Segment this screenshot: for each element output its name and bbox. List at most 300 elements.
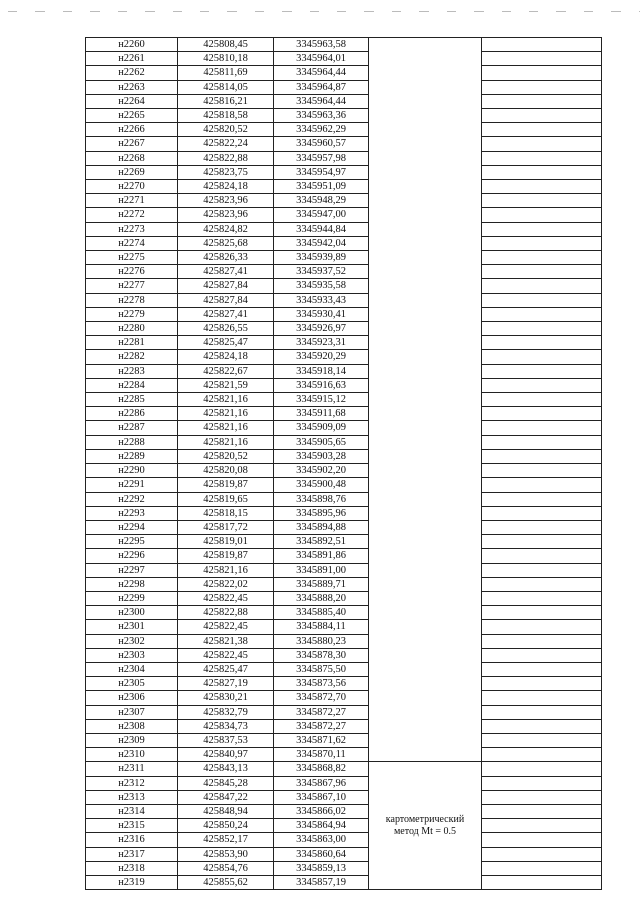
y-coordinate-cell: 3345891,00: [274, 563, 369, 577]
point-id-cell: н2300: [86, 606, 178, 620]
y-coordinate-cell: 3345866,02: [274, 804, 369, 818]
y-coordinate-cell: 3345902,20: [274, 464, 369, 478]
empty-cell: [482, 222, 602, 236]
x-coordinate-cell: 425822,45: [178, 648, 274, 662]
table-row: [86, 94, 602, 108]
point-id-cell: н2296: [86, 549, 178, 563]
empty-cell: [482, 506, 602, 520]
point-id-cell: н2295: [86, 535, 178, 549]
table-row: [86, 222, 602, 236]
y-coordinate-cell: 3345926,97: [274, 322, 369, 336]
table-row: [86, 492, 602, 506]
y-coordinate-cell: 3345857,19: [274, 875, 369, 889]
x-coordinate-cell: 425822,88: [178, 151, 274, 165]
point-id-cell: н2260: [86, 38, 178, 52]
x-coordinate-cell: 425843,13: [178, 762, 274, 776]
x-coordinate-cell: 425820,52: [178, 449, 274, 463]
empty-cell: [482, 577, 602, 591]
point-id-cell: н2272: [86, 208, 178, 222]
empty-cell: [482, 591, 602, 605]
table-row: [86, 833, 602, 847]
point-id-cell: н2288: [86, 435, 178, 449]
x-coordinate-cell: 425819,01: [178, 535, 274, 549]
empty-cell: [482, 549, 602, 563]
empty-cell: [482, 606, 602, 620]
empty-cell: [482, 449, 602, 463]
x-coordinate-cell: 425821,16: [178, 435, 274, 449]
y-coordinate-cell: 3345875,50: [274, 662, 369, 676]
y-coordinate-cell: 3345911,68: [274, 407, 369, 421]
x-coordinate-cell: 425825,47: [178, 336, 274, 350]
point-id-cell: н2319: [86, 875, 178, 889]
method-note-line1: картометрический: [385, 813, 465, 825]
table-row: [86, 804, 602, 818]
table-row: [86, 165, 602, 179]
table-row: [86, 265, 602, 279]
y-coordinate-cell: 3345889,71: [274, 577, 369, 591]
table-row: [86, 478, 602, 492]
x-coordinate-cell: 425825,68: [178, 236, 274, 250]
empty-cell: [482, 80, 602, 94]
table-row: [86, 151, 602, 165]
y-coordinate-cell: 3345963,36: [274, 109, 369, 123]
empty-cell: [482, 393, 602, 407]
point-id-cell: н2303: [86, 648, 178, 662]
point-id-cell: н2317: [86, 847, 178, 861]
empty-cell: [482, 265, 602, 279]
x-coordinate-cell: 425818,15: [178, 506, 274, 520]
y-coordinate-cell: 3345942,04: [274, 236, 369, 250]
y-coordinate-cell: 3345909,09: [274, 421, 369, 435]
point-id-cell: н2265: [86, 109, 178, 123]
x-coordinate-cell: 425819,65: [178, 492, 274, 506]
point-id-cell: н2304: [86, 662, 178, 676]
point-id-cell: н2263: [86, 80, 178, 94]
empty-cell: [482, 520, 602, 534]
x-coordinate-cell: 425817,72: [178, 520, 274, 534]
y-coordinate-cell: 3345960,57: [274, 137, 369, 151]
point-id-cell: н2302: [86, 634, 178, 648]
y-coordinate-cell: 3345900,48: [274, 478, 369, 492]
x-coordinate-cell: 425826,55: [178, 322, 274, 336]
point-id-cell: н2294: [86, 520, 178, 534]
empty-cell: [482, 733, 602, 747]
x-coordinate-cell: 425820,08: [178, 464, 274, 478]
x-coordinate-cell: 425810,18: [178, 52, 274, 66]
point-id-cell: н2275: [86, 251, 178, 265]
y-coordinate-cell: 3345878,30: [274, 648, 369, 662]
y-coordinate-cell: 3345872,27: [274, 705, 369, 719]
x-coordinate-cell: 425822,88: [178, 606, 274, 620]
empty-cell: [482, 66, 602, 80]
x-coordinate-cell: 425822,45: [178, 591, 274, 605]
empty-cell: [482, 208, 602, 222]
x-coordinate-cell: 425824,18: [178, 180, 274, 194]
empty-cell: [482, 435, 602, 449]
point-id-cell: н2305: [86, 677, 178, 691]
point-id-cell: н2287: [86, 421, 178, 435]
table-row: [86, 591, 602, 605]
y-coordinate-cell: 3345962,29: [274, 123, 369, 137]
method-cell-empty: [369, 38, 482, 762]
x-coordinate-cell: 425827,41: [178, 307, 274, 321]
point-id-cell: н2306: [86, 691, 178, 705]
table-row: [86, 634, 602, 648]
empty-cell: [482, 705, 602, 719]
table-row: [86, 180, 602, 194]
table-row: [86, 705, 602, 719]
point-id-cell: н2293: [86, 506, 178, 520]
table-row: [86, 620, 602, 634]
x-coordinate-cell: 425821,16: [178, 407, 274, 421]
point-id-cell: н2279: [86, 307, 178, 321]
point-id-cell: н2290: [86, 464, 178, 478]
x-coordinate-cell: 425822,02: [178, 577, 274, 591]
point-id-cell: н2301: [86, 620, 178, 634]
y-coordinate-cell: 3345863,00: [274, 833, 369, 847]
y-coordinate-cell: 3345951,09: [274, 180, 369, 194]
y-coordinate-cell: 3345923,31: [274, 336, 369, 350]
point-id-cell: н2286: [86, 407, 178, 421]
point-id-cell: н2267: [86, 137, 178, 151]
x-coordinate-cell: 425821,16: [178, 393, 274, 407]
empty-cell: [482, 336, 602, 350]
x-coordinate-cell: 425824,18: [178, 350, 274, 364]
empty-cell: [482, 719, 602, 733]
empty-cell: [482, 833, 602, 847]
x-coordinate-cell: 425821,59: [178, 378, 274, 392]
x-coordinate-cell: 425808,45: [178, 38, 274, 52]
y-coordinate-cell: 3345898,76: [274, 492, 369, 506]
x-coordinate-cell: 425819,87: [178, 478, 274, 492]
x-coordinate-cell: 425816,21: [178, 94, 274, 108]
point-id-cell: н2270: [86, 180, 178, 194]
y-coordinate-cell: 3345920,29: [274, 350, 369, 364]
table-row: [86, 662, 602, 676]
table-row: [86, 762, 602, 776]
x-coordinate-cell: 425827,41: [178, 265, 274, 279]
table-row: [86, 577, 602, 591]
y-coordinate-cell: 3345888,20: [274, 591, 369, 605]
table-row: [86, 109, 602, 123]
x-coordinate-cell: 425821,16: [178, 563, 274, 577]
x-coordinate-cell: 425819,87: [178, 549, 274, 563]
table-row: [86, 251, 602, 265]
point-id-cell: н2268: [86, 151, 178, 165]
x-coordinate-cell: 425855,62: [178, 875, 274, 889]
empty-cell: [482, 535, 602, 549]
point-id-cell: н2276: [86, 265, 178, 279]
empty-cell: [482, 378, 602, 392]
point-id-cell: н2261: [86, 52, 178, 66]
point-id-cell: н2309: [86, 733, 178, 747]
point-id-cell: н2316: [86, 833, 178, 847]
table-row: [86, 733, 602, 747]
y-coordinate-cell: 3345964,44: [274, 66, 369, 80]
empty-cell: [482, 421, 602, 435]
table-row: [86, 606, 602, 620]
x-coordinate-cell: 425822,67: [178, 364, 274, 378]
empty-cell: [482, 847, 602, 861]
x-coordinate-cell: 425834,73: [178, 719, 274, 733]
y-coordinate-cell: 3345868,82: [274, 762, 369, 776]
empty-cell: [482, 478, 602, 492]
x-coordinate-cell: 425811,69: [178, 66, 274, 80]
table-row: [86, 847, 602, 861]
table-row: [86, 549, 602, 563]
y-coordinate-cell: 3345933,43: [274, 293, 369, 307]
empty-cell: [482, 819, 602, 833]
y-coordinate-cell: 3345885,40: [274, 606, 369, 620]
point-id-cell: н2280: [86, 322, 178, 336]
point-id-cell: н2283: [86, 364, 178, 378]
x-coordinate-cell: 425820,52: [178, 123, 274, 137]
empty-cell: [482, 492, 602, 506]
y-coordinate-cell: 3345948,29: [274, 194, 369, 208]
table-row: [86, 336, 602, 350]
x-coordinate-cell: 425832,79: [178, 705, 274, 719]
table-row: [86, 38, 602, 52]
y-coordinate-cell: 3345916,63: [274, 378, 369, 392]
table-row: [86, 748, 602, 762]
empty-cell: [482, 279, 602, 293]
empty-cell: [482, 364, 602, 378]
empty-cell: [482, 251, 602, 265]
empty-cell: [482, 109, 602, 123]
y-coordinate-cell: 3345867,96: [274, 776, 369, 790]
empty-cell: [482, 620, 602, 634]
point-id-cell: н2312: [86, 776, 178, 790]
y-coordinate-cell: 3345947,00: [274, 208, 369, 222]
table-row: [86, 677, 602, 691]
point-id-cell: н2307: [86, 705, 178, 719]
empty-cell: [482, 776, 602, 790]
y-coordinate-cell: 3345867,10: [274, 790, 369, 804]
y-coordinate-cell: 3345884,11: [274, 620, 369, 634]
point-id-cell: н2264: [86, 94, 178, 108]
y-coordinate-cell: 3345892,51: [274, 535, 369, 549]
y-coordinate-cell: 3345905,65: [274, 435, 369, 449]
table-row: [86, 293, 602, 307]
point-id-cell: н2274: [86, 236, 178, 250]
empty-cell: [482, 52, 602, 66]
point-id-cell: н2289: [86, 449, 178, 463]
table-row: [86, 393, 602, 407]
table-row: [86, 137, 602, 151]
y-coordinate-cell: 3345963,58: [274, 38, 369, 52]
y-coordinate-cell: 3345957,98: [274, 151, 369, 165]
point-id-cell: н2292: [86, 492, 178, 506]
table-row: [86, 506, 602, 520]
y-coordinate-cell: 3345891,86: [274, 549, 369, 563]
y-coordinate-cell: 3345937,52: [274, 265, 369, 279]
x-coordinate-cell: 425826,33: [178, 251, 274, 265]
y-coordinate-cell: 3345895,96: [274, 506, 369, 520]
y-coordinate-cell: 3345935,58: [274, 279, 369, 293]
empty-cell: [482, 662, 602, 676]
y-coordinate-cell: 3345918,14: [274, 364, 369, 378]
empty-cell: [482, 563, 602, 577]
point-id-cell: н2273: [86, 222, 178, 236]
table-row: [86, 861, 602, 875]
table-row: [86, 66, 602, 80]
y-coordinate-cell: 3345872,70: [274, 691, 369, 705]
point-id-cell: н2262: [86, 66, 178, 80]
x-coordinate-cell: 425823,96: [178, 208, 274, 222]
x-coordinate-cell: 425852,17: [178, 833, 274, 847]
table-row: [86, 520, 602, 534]
point-id-cell: н2318: [86, 861, 178, 875]
y-coordinate-cell: 3345860,64: [274, 847, 369, 861]
empty-cell: [482, 861, 602, 875]
point-id-cell: н2291: [86, 478, 178, 492]
table-row: [86, 322, 602, 336]
empty-cell: [482, 748, 602, 762]
point-id-cell: н2278: [86, 293, 178, 307]
empty-cell: [482, 322, 602, 336]
x-coordinate-cell: 425848,94: [178, 804, 274, 818]
x-coordinate-cell: 425837,53: [178, 733, 274, 747]
table-row: [86, 719, 602, 733]
table-row: [86, 563, 602, 577]
empty-cell: [482, 151, 602, 165]
x-coordinate-cell: 425821,16: [178, 421, 274, 435]
empty-cell: [482, 194, 602, 208]
table-row: [86, 407, 602, 421]
empty-cell: [482, 293, 602, 307]
empty-cell: [482, 123, 602, 137]
table-row: [86, 535, 602, 549]
table-row: [86, 421, 602, 435]
coordinates-table-body: [86, 38, 602, 890]
y-coordinate-cell: 3345872,27: [274, 719, 369, 733]
point-id-cell: н2310: [86, 748, 178, 762]
table-row: [86, 364, 602, 378]
empty-cell: [482, 464, 602, 478]
x-coordinate-cell: 425824,82: [178, 222, 274, 236]
empty-cell: [482, 307, 602, 321]
x-coordinate-cell: 425854,76: [178, 861, 274, 875]
point-id-cell: н2308: [86, 719, 178, 733]
x-coordinate-cell: 425823,75: [178, 165, 274, 179]
point-id-cell: н2281: [86, 336, 178, 350]
point-id-cell: н2311: [86, 762, 178, 776]
table-row: [86, 350, 602, 364]
empty-cell: [482, 804, 602, 818]
empty-cell: [482, 407, 602, 421]
empty-cell: [482, 236, 602, 250]
y-coordinate-cell: 3345930,41: [274, 307, 369, 321]
point-id-cell: н2299: [86, 591, 178, 605]
y-coordinate-cell: 3345939,89: [274, 251, 369, 265]
empty-cell: [482, 634, 602, 648]
point-id-cell: н2284: [86, 378, 178, 392]
x-coordinate-cell: 425818,58: [178, 109, 274, 123]
table-row: [86, 123, 602, 137]
y-coordinate-cell: 3345964,44: [274, 94, 369, 108]
table-row: [86, 194, 602, 208]
empty-cell: [482, 648, 602, 662]
y-coordinate-cell: 3345944,84: [274, 222, 369, 236]
table-row: [86, 279, 602, 293]
coordinates-table: [85, 37, 602, 890]
x-coordinate-cell: 425853,90: [178, 847, 274, 861]
empty-cell: [482, 762, 602, 776]
x-coordinate-cell: 425850,24: [178, 819, 274, 833]
y-coordinate-cell: 3345859,13: [274, 861, 369, 875]
x-coordinate-cell: 425821,38: [178, 634, 274, 648]
table-row: [86, 80, 602, 94]
table-row: [86, 875, 602, 889]
x-coordinate-cell: 425825,47: [178, 662, 274, 676]
table-row: [86, 790, 602, 804]
empty-cell: [482, 790, 602, 804]
x-coordinate-cell: 425845,28: [178, 776, 274, 790]
empty-cell: [482, 350, 602, 364]
table-row: [86, 208, 602, 222]
scan-header-noise: [0, 10, 640, 14]
empty-cell: [482, 94, 602, 108]
point-id-cell: н2315: [86, 819, 178, 833]
empty-cell: [482, 137, 602, 151]
empty-cell: [482, 875, 602, 889]
method-note-line2: метод Mt = 0.5: [393, 825, 457, 837]
point-id-cell: н2313: [86, 790, 178, 804]
point-id-cell: н2314: [86, 804, 178, 818]
table-row: [86, 52, 602, 66]
y-coordinate-cell: 3345903,28: [274, 449, 369, 463]
x-coordinate-cell: 425814,05: [178, 80, 274, 94]
x-coordinate-cell: 425827,84: [178, 279, 274, 293]
y-coordinate-cell: 3345964,01: [274, 52, 369, 66]
table-row: [86, 464, 602, 478]
empty-cell: [482, 38, 602, 52]
point-id-cell: н2285: [86, 393, 178, 407]
x-coordinate-cell: 425827,19: [178, 677, 274, 691]
point-id-cell: н2277: [86, 279, 178, 293]
y-coordinate-cell: 3345894,88: [274, 520, 369, 534]
x-coordinate-cell: 425827,84: [178, 293, 274, 307]
y-coordinate-cell: 3345870,11: [274, 748, 369, 762]
point-id-cell: н2298: [86, 577, 178, 591]
table-row: [86, 648, 602, 662]
point-id-cell: н2297: [86, 563, 178, 577]
table-row: [86, 378, 602, 392]
table-row: [86, 449, 602, 463]
x-coordinate-cell: 425823,96: [178, 194, 274, 208]
y-coordinate-cell: 3345864,94: [274, 819, 369, 833]
empty-cell: [482, 677, 602, 691]
y-coordinate-cell: 3345871,62: [274, 733, 369, 747]
table-row: [86, 435, 602, 449]
table-row: [86, 236, 602, 250]
empty-cell: [482, 165, 602, 179]
y-coordinate-cell: 3345915,12: [274, 393, 369, 407]
method-cell: [369, 762, 482, 890]
y-coordinate-cell: 3345964,87: [274, 80, 369, 94]
x-coordinate-cell: 425822,24: [178, 137, 274, 151]
x-coordinate-cell: 425847,22: [178, 790, 274, 804]
y-coordinate-cell: 3345880,23: [274, 634, 369, 648]
y-coordinate-cell: 3345873,56: [274, 677, 369, 691]
table-row: [86, 776, 602, 790]
x-coordinate-cell: 425830,21: [178, 691, 274, 705]
point-id-cell: н2269: [86, 165, 178, 179]
y-coordinate-cell: 3345954,97: [274, 165, 369, 179]
empty-cell: [482, 180, 602, 194]
table-row: [86, 819, 602, 833]
x-coordinate-cell: 425822,45: [178, 620, 274, 634]
